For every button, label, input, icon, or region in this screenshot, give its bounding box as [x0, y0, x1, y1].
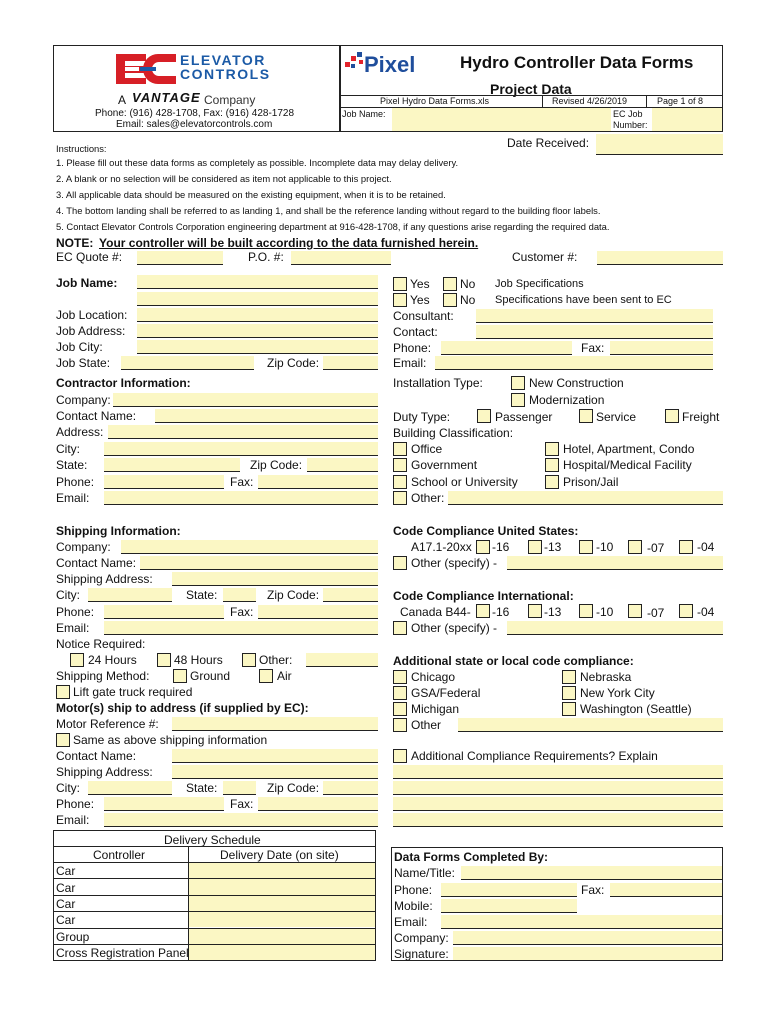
job-address-label: Job Address:	[56, 324, 126, 338]
consultant-phone-label: Phone:	[393, 341, 432, 355]
shipping-fax-field[interactable]	[258, 605, 378, 619]
ec-logo-word-2: CONTROLS	[180, 66, 271, 82]
page-number: Page 1 of 8	[657, 96, 704, 106]
notice-other-checkbox[interactable]	[242, 653, 256, 667]
contact-label: Contact:	[393, 325, 438, 339]
job-location-label: Job Location:	[56, 308, 128, 322]
notice-48h-checkbox[interactable]	[157, 653, 171, 667]
specs-no-label: No	[460, 277, 476, 291]
code-intl-16-checkbox[interactable]	[476, 604, 490, 618]
delivery-col-date: Delivery Date (on site)	[220, 848, 339, 862]
consultant-phone-field[interactable]	[441, 341, 572, 355]
job-city-field[interactable]	[137, 340, 378, 354]
delivery-row-field[interactable]	[189, 945, 375, 960]
shipping-state-field[interactable]	[223, 588, 256, 602]
instructions-title: Instructions:	[56, 143, 107, 154]
po-label: P.O. #:	[248, 250, 284, 264]
header-sep-2	[646, 95, 647, 107]
ec-job-number-label: EC Job Number:	[613, 109, 648, 130]
contractor-email-field[interactable]	[104, 491, 378, 505]
code-us-title: Code Compliance United States:	[393, 524, 579, 538]
motor-ref-field[interactable]	[172, 717, 378, 731]
code-intl-04-checkbox[interactable]	[679, 604, 693, 618]
shipping-phone-field[interactable]	[104, 605, 224, 619]
job-address-field[interactable]	[137, 324, 378, 338]
instruction-3: 3. All applicable data should be measured on the existing equipment, when it is to be retained.	[56, 189, 446, 200]
delivery-row-label: Car	[56, 897, 76, 911]
additional-compliance-checkbox[interactable]	[393, 749, 407, 763]
nebraska-checkbox[interactable]	[562, 670, 576, 684]
date-received-label: Date Received:	[507, 136, 590, 150]
code-intl-10-checkbox[interactable]	[579, 604, 593, 618]
completed-phone-label: Phone:	[394, 883, 433, 897]
job-zip-label: Zip Code:	[267, 356, 320, 370]
contractor-city-label: City:	[56, 442, 80, 456]
motor-state-label: State:	[186, 781, 218, 795]
code-us-16-label: -16	[492, 540, 510, 554]
air-label: Air	[277, 669, 292, 683]
motor-zip-field[interactable]	[323, 781, 378, 795]
building-other-field[interactable]	[448, 491, 723, 505]
customer-field[interactable]	[597, 251, 723, 265]
motor-address-field[interactable]	[172, 765, 378, 779]
gsa-checkbox[interactable]	[393, 686, 407, 700]
school-label: School or University	[411, 475, 518, 489]
motor-contact-field[interactable]	[172, 749, 378, 763]
local-other-label: Other	[411, 718, 442, 732]
header-job-name-label: Job Name:	[342, 109, 386, 119]
job-location-field[interactable]	[137, 308, 378, 322]
motor-city-label: City:	[56, 781, 80, 795]
contractor-phone-field[interactable]	[104, 475, 224, 489]
motor-ref-label: Motor Reference #:	[56, 717, 159, 731]
ec-quote-field[interactable]	[137, 251, 223, 265]
vantage-prefix: A	[118, 93, 127, 107]
shipping-title: Shipping Information:	[56, 524, 181, 538]
code-intl-title: Code Compliance International:	[393, 589, 574, 603]
code-us-other-checkbox[interactable]	[393, 556, 407, 570]
code-us-other-field[interactable]	[507, 556, 723, 570]
contractor-fax-label: Fax:	[230, 475, 254, 489]
delivery-row-field[interactable]	[189, 929, 375, 944]
hospital-checkbox[interactable]	[545, 458, 559, 472]
contractor-address-field[interactable]	[108, 425, 378, 439]
same-as-above-label: Same as above shipping information	[73, 733, 268, 747]
instruction-4: 4. The bottom landing shall be referred to as landing 1, and shall be the reference landing without regard to the building floor labels.	[56, 205, 601, 216]
consultant-fax-field[interactable]	[610, 341, 713, 355]
code-intl-10-label: -10	[596, 605, 614, 619]
service-checkbox[interactable]	[579, 409, 593, 423]
shipping-zip-field[interactable]	[323, 588, 378, 602]
code-intl-16-label: -16	[492, 605, 510, 619]
shipping-address-field[interactable]	[172, 572, 378, 586]
shipping-email-field[interactable]	[104, 621, 378, 635]
job-name-label: Job Name:	[56, 276, 118, 290]
code-us-16-checkbox[interactable]	[476, 540, 490, 554]
company-phone: Phone: (916) 428-1708, Fax: (916) 428-1728	[95, 108, 295, 119]
nebraska-label: Nebraska	[580, 670, 632, 684]
motor-email-field[interactable]	[104, 813, 378, 827]
office-label: Office	[411, 442, 443, 456]
completed-name-label: Name/Title:	[394, 866, 455, 880]
completed-company-field[interactable]	[453, 931, 722, 945]
shipping-contact-label: Contact Name:	[56, 556, 137, 570]
job-zip-field[interactable]	[323, 356, 378, 370]
contractor-city-field[interactable]	[104, 442, 378, 456]
job-state-field[interactable]	[121, 356, 254, 370]
motor-phone-field[interactable]	[104, 797, 224, 811]
shipping-city-label: City:	[56, 588, 80, 602]
code-us-10-checkbox[interactable]	[579, 540, 593, 554]
chicago-label: Chicago	[411, 670, 456, 684]
job-state-label: Job State:	[56, 356, 111, 370]
same-as-above-checkbox[interactable]	[56, 733, 70, 747]
motor-city-field[interactable]	[88, 781, 172, 795]
code-us-other-label: Other (specify) -	[411, 556, 498, 570]
consultant-email-field[interactable]	[435, 356, 713, 370]
new-construction-checkbox[interactable]	[511, 376, 525, 390]
washington-label: Washington (Seattle)	[580, 702, 692, 716]
page-title: Hydro Controller Data Forms	[460, 53, 694, 72]
newyork-label: New York City	[580, 686, 655, 700]
ground-label: Ground	[190, 669, 231, 683]
job-name-field-2[interactable]	[137, 292, 378, 306]
additional-compliance-field-1[interactable]	[393, 765, 723, 779]
motor-state-field[interactable]	[223, 781, 256, 795]
motor-email-label: Email:	[56, 813, 90, 827]
contact-field[interactable]	[476, 325, 713, 339]
completed-phone-field[interactable]	[441, 883, 577, 897]
date-received-field[interactable]	[596, 134, 723, 155]
contractor-company-label: Company:	[56, 393, 111, 407]
completed-by-title: Data Forms Completed By:	[394, 850, 549, 864]
vantage-logo: VANTAGE	[132, 90, 201, 105]
note-prefix: NOTE:	[56, 236, 94, 250]
freight-label: Freight	[682, 410, 720, 424]
consultant-email-label: Email:	[393, 356, 427, 370]
additional-compliance-field-2[interactable]	[393, 781, 723, 795]
contractor-company-field[interactable]	[113, 393, 378, 407]
header-job-name-field[interactable]	[392, 108, 611, 131]
local-code-title: Additional state or local code compliance:	[393, 654, 634, 668]
duty-type-label: Duty Type:	[393, 410, 451, 424]
shipping-fax-label: Fax:	[230, 605, 254, 619]
motor-zip-label: Zip Code:	[267, 781, 320, 795]
building-other-checkbox[interactable]	[393, 491, 407, 505]
code-us-13-checkbox[interactable]	[528, 540, 542, 554]
office-checkbox[interactable]	[393, 442, 407, 456]
contractor-fax-field[interactable]	[258, 475, 378, 489]
consultant-field[interactable]	[476, 309, 713, 323]
school-checkbox[interactable]	[393, 475, 407, 489]
ec-logo	[116, 54, 178, 84]
code-us-07-label: -07	[647, 541, 665, 555]
completed-email-field[interactable]	[441, 915, 722, 929]
delivery-row-field[interactable]	[189, 863, 375, 878]
contractor-zip-label: Zip Code:	[250, 458, 303, 472]
additional-compliance-field-3[interactable]	[393, 797, 723, 811]
ec-quote-label: EC Quote #:	[56, 250, 123, 264]
job-name-field-1[interactable]	[137, 275, 378, 289]
newyork-checkbox[interactable]	[562, 686, 576, 700]
file-name: Pixel Hydro Data Forms.xls	[380, 96, 490, 106]
liftgate-checkbox[interactable]	[56, 685, 70, 699]
code-intl-04-label: -04	[697, 605, 715, 619]
specs-yes-checkbox[interactable]	[393, 277, 407, 291]
completed-signature-field[interactable]	[453, 947, 722, 961]
motor-title: Motor(s) ship to address (if supplied by EC):	[56, 701, 309, 715]
shipping-company-field[interactable]	[121, 540, 378, 554]
po-field[interactable]	[291, 251, 391, 265]
passenger-label: Passenger	[495, 410, 553, 424]
shipping-contact-field[interactable]	[140, 556, 378, 570]
motor-fax-label: Fax:	[230, 797, 254, 811]
completed-mobile-label: Mobile:	[394, 899, 433, 913]
modernization-checkbox[interactable]	[511, 393, 525, 407]
code-intl-other-label: Other (specify) -	[411, 621, 498, 635]
chicago-checkbox[interactable]	[393, 670, 407, 684]
motor-address-label: Shipping Address:	[56, 765, 153, 779]
shipping-phone-label: Phone:	[56, 605, 95, 619]
local-other-checkbox[interactable]	[393, 718, 407, 732]
modernization-label: Modernization	[529, 393, 605, 407]
company-email: Email: sales@elevatorcontrols.com	[116, 119, 273, 130]
consultant-label: Consultant:	[393, 309, 454, 323]
code-intl-13-checkbox[interactable]	[528, 604, 542, 618]
additional-compliance-field-4[interactable]	[393, 813, 723, 827]
delivery-row-field[interactable]	[189, 879, 375, 895]
shipping-address-label: Shipping Address:	[56, 572, 153, 586]
customer-label: Customer #:	[512, 250, 578, 264]
job-city-label: Job City:	[56, 340, 103, 354]
motor-fax-field[interactable]	[258, 797, 378, 811]
code-intl-other-checkbox[interactable]	[393, 621, 407, 635]
freight-checkbox[interactable]	[665, 409, 679, 423]
header-sep-1	[542, 95, 543, 107]
code-intl-prefix: Canada B44-	[400, 605, 471, 619]
gsa-label: GSA/Federal	[411, 686, 481, 700]
code-us-07-checkbox[interactable]	[628, 540, 642, 554]
shipping-zip-label: Zip Code:	[267, 588, 320, 602]
ec-logo-word-1: ELEVATOR	[180, 52, 266, 68]
revised-date: Revised 4/26/2019	[552, 96, 628, 106]
job-specs-label: Job Specifications	[495, 278, 584, 290]
specs-yes-label: Yes	[410, 277, 430, 291]
delivery-row-label: Car	[56, 881, 76, 895]
ground-checkbox[interactable]	[173, 669, 187, 683]
notice-48h-label: 48 Hours	[174, 653, 223, 667]
vantage-suffix: Company	[204, 93, 256, 107]
contractor-contact-field[interactable]	[155, 409, 378, 423]
michigan-checkbox[interactable]	[393, 702, 407, 716]
new-construction-label: New Construction	[529, 376, 624, 390]
consultant-fax-label: Fax:	[581, 341, 605, 355]
instruction-2: 2. A blank or no selection will be considered as item not applicable to this project.	[56, 173, 392, 184]
completed-signature-label: Signature:	[394, 947, 449, 961]
notice-required-label: Notice Required:	[56, 637, 146, 651]
pixel-logo-text: Pixel	[364, 52, 416, 77]
passenger-checkbox[interactable]	[477, 409, 491, 423]
hotel-label: Hotel, Apartment, Condo	[563, 442, 695, 456]
government-checkbox[interactable]	[393, 458, 407, 472]
local-other-field[interactable]	[458, 718, 723, 732]
notice-other-label: Other:	[259, 653, 293, 667]
shipping-method-label: Shipping Method:	[56, 669, 150, 683]
contractor-contact-label: Contact Name:	[56, 409, 137, 423]
code-intl-07-label: -07	[647, 606, 665, 620]
prison-checkbox[interactable]	[545, 475, 559, 489]
hospital-label: Hospital/Medical Facility	[563, 458, 692, 472]
note-text: Your controller will be built according to the data furnished herein.	[99, 236, 479, 250]
notice-24h-checkbox[interactable]	[70, 653, 84, 667]
code-us-04-checkbox[interactable]	[679, 540, 693, 554]
code-us-13-label: -13	[544, 540, 562, 554]
sent-no-checkbox[interactable]	[443, 293, 457, 307]
air-checkbox[interactable]	[259, 669, 273, 683]
ec-job-number-field[interactable]	[652, 108, 722, 131]
specs-no-checkbox[interactable]	[443, 277, 457, 291]
liftgate-label: Lift gate truck required	[73, 685, 193, 699]
notice-other-field[interactable]	[306, 653, 378, 667]
shipping-company-label: Company:	[56, 540, 111, 554]
completed-mobile-field[interactable]	[441, 899, 577, 913]
delivery-col-controller: Controller	[93, 848, 146, 862]
code-intl-07-checkbox[interactable]	[628, 604, 642, 618]
page-subtitle: Project Data	[490, 81, 572, 97]
sent-no-label: No	[460, 293, 476, 307]
completed-email-label: Email:	[394, 915, 428, 929]
sent-yes-label: Yes	[410, 293, 430, 307]
completed-fax-label: Fax:	[581, 883, 605, 897]
hotel-checkbox[interactable]	[545, 442, 559, 456]
notice-24h-label: 24 Hours	[88, 653, 137, 667]
contractor-title: Contractor Information:	[56, 376, 191, 390]
prison-label: Prison/Jail	[563, 475, 619, 489]
delivery-row-label: Group	[56, 930, 90, 944]
contractor-address-label: Address:	[56, 425, 104, 439]
completed-name-field[interactable]	[461, 866, 722, 880]
michigan-label: Michigan	[411, 702, 460, 716]
delivery-header-line	[53, 846, 376, 847]
delivery-row-label: Car	[56, 913, 76, 927]
contractor-state-label: State:	[56, 458, 88, 472]
motor-contact-label: Contact Name:	[56, 749, 137, 763]
code-us-04-label: -04	[697, 540, 715, 554]
specs-sent-label: Specifications have been sent to EC	[495, 294, 672, 306]
delivery-title: Delivery Schedule	[164, 833, 261, 847]
completed-fax-field[interactable]	[610, 883, 722, 897]
service-label: Service	[596, 410, 637, 424]
shipping-email-label: Email:	[56, 621, 90, 635]
building-classification-label: Building Classification:	[393, 426, 514, 440]
additional-compliance-label: Additional Compliance Requirements? Explain	[411, 749, 658, 763]
contractor-zip-field[interactable]	[307, 458, 378, 472]
shipping-state-label: State:	[186, 588, 218, 602]
government-label: Government	[411, 458, 478, 472]
building-other-label: Other:	[411, 491, 445, 505]
contractor-phone-label: Phone:	[56, 475, 95, 489]
instruction-1: 1. Please fill out these data forms as completely as possible. Incomplete data may delay delivery.	[56, 157, 459, 168]
delivery-row-field[interactable]	[189, 912, 375, 927]
instruction-5: 5. Contact Elevator Controls Corporation engineering department at 916-428-1708, if any questions arise regarding the required data.	[56, 221, 610, 232]
delivery-row-label: Car	[56, 864, 76, 878]
installation-type-label: Installation Type:	[393, 376, 483, 390]
code-intl-13-label: -13	[544, 605, 562, 619]
sent-yes-checkbox[interactable]	[393, 293, 407, 307]
contractor-state-field[interactable]	[104, 458, 240, 472]
completed-company-label: Company:	[394, 931, 449, 945]
shipping-city-field[interactable]	[88, 588, 172, 602]
delivery-row-label: Cross Registration Panel	[56, 946, 189, 960]
motor-phone-label: Phone:	[56, 797, 95, 811]
code-us-10-label: -10	[596, 540, 614, 554]
code-us-prefix: A17.1-20xx	[411, 540, 472, 554]
contractor-email-label: Email:	[56, 491, 90, 505]
delivery-row-field[interactable]	[189, 896, 375, 911]
code-intl-other-field[interactable]	[507, 621, 723, 635]
washington-checkbox[interactable]	[562, 702, 576, 716]
